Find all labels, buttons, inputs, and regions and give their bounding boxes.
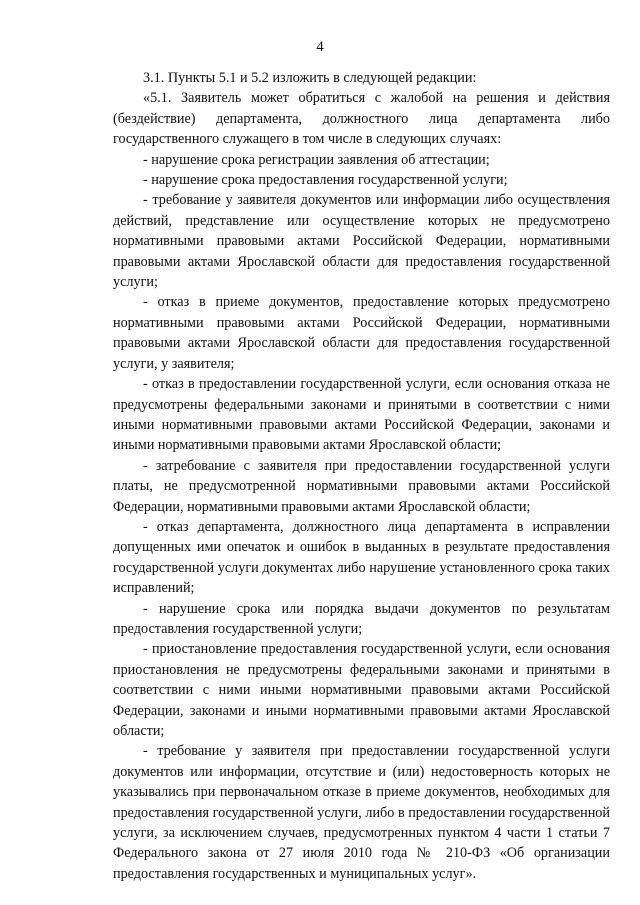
list-item-refusal-acceptance: - отказ в приеме документов, предоставление которых предусмотрено нормативными правовыми актами Российской Федерации, нормативными правовыми актами Ярославской области для предоставления государственной услуги, у заявителя; <box>113 294 610 372</box>
list-item-service-deadline: - нарушение срока предоставления государственной услуги; <box>143 172 508 189</box>
list-item-issuance-violation: - нарушение срока или порядка выдачи документов по результатам предоставления государственной услуги; <box>113 600 610 637</box>
list-item-suspension: - приостановление предоставления государственной услуги, если основания приостановления не предусмотрены федеральными законами и принятыми в соответствии с ними иными нормативными правовыми актами Российской Федерации, законами и иными нормативными правовыми актами Ярославской области; <box>113 641 610 739</box>
document-body <box>113 68 610 884</box>
list-item-refusal-service: - отказ в предоставлении государственной услуги, если основания отказа не предусмотрены федеральными законами и принятыми в соответствии с ними иными нормативными правовыми актами Российской Федерации, законами и иными нормативными правовыми актами Ярославской области; <box>113 376 610 454</box>
paragraph-clause-5-1: «5.1. Заявитель может обратиться с жалобой на решения и действия (бездействие) департамента, должностного лица департамента либо государственного служащего в том числе в следующих случаях: <box>113 90 610 148</box>
paragraph-clause-3-1: 3.1. Пункты 5.1 и 5.2 изложить в следующей редакции: <box>143 70 477 86</box>
list-item-registration-deadline: - нарушение срока регистрации заявления об аттестации; <box>143 151 490 168</box>
list-item-fee-demand: - затребование с заявителя при предоставлении государственной услуги платы, не предусмотренной нормативными правовыми актами Российской Федерации, нормативными правовыми актами Ярославской области; <box>113 457 610 515</box>
list-item-correction-refusal: - отказ департамента, должностного лица департамента в исправлении допущенных ими опечаток и ошибок в выданных в результате предоставления государственной услуги документах либо нарушение установленного срока таких исправлений; <box>113 518 610 597</box>
list-item-undisclosed-documents: - требование у заявителя при предоставлении государственной услуги документов или информации, отсутствие и (или) недостоверность которых не указывались при первоначальном отказе в приеме документов, необходимых для предоставления государственной услуги, либо в предоставлении государственной услуги, за исключением случаев, предусмотренных пунктом 4 части 1 статьи 7 Федерального закона от 27 июля 2010 года № 210-ФЗ «Об организации предоставления государственных и муниципальных услуг». <box>113 743 610 882</box>
list-item-excess-documents: - требование у заявителя документов или информации либо осуществления действий, представление или осуществление которых не предусмотрено нормативными правовыми актами Российской Федерации, нормативными правовыми актами Ярославской области для предоставления государственной услуги; <box>113 192 610 291</box>
page-number: 4 <box>316 39 324 55</box>
